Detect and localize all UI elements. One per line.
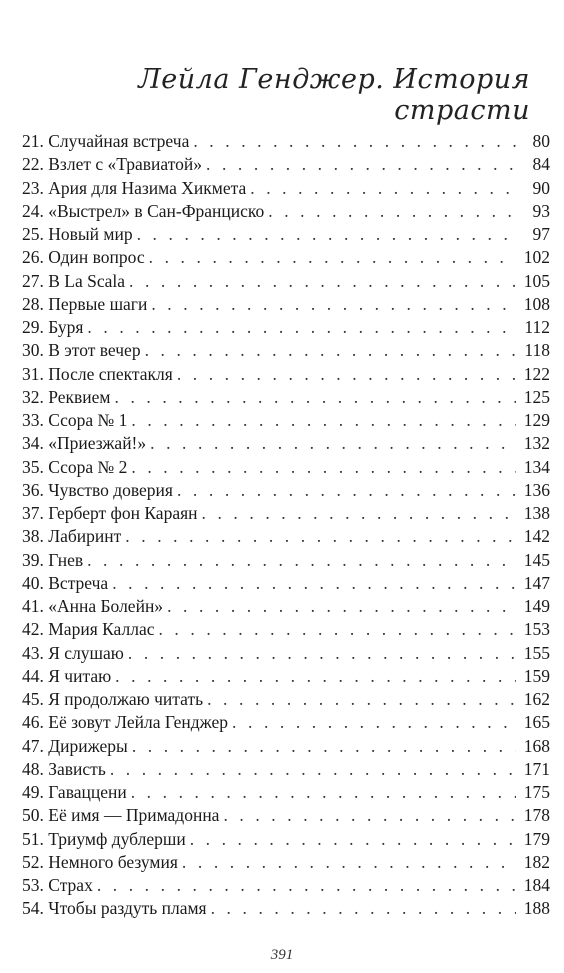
toc-entry-page: 184 [523, 875, 550, 895]
toc-entry-page: 145 [523, 549, 550, 570]
toc-entry-page: 102 [523, 247, 550, 268]
dot-leader [158, 618, 516, 641]
toc-entry-page: 125 [523, 386, 550, 407]
dot-leader [129, 270, 516, 293]
toc-entry-title: 50. Её имя — Примадонна [22, 805, 220, 826]
toc-entry [22, 595, 550, 618]
toc-entry-page: 142 [523, 526, 550, 547]
toc-entry-page: 132 [523, 433, 550, 454]
toc-entry-page: 93 [532, 200, 550, 221]
toc-entry-title: 43. Я слушаю [22, 642, 124, 663]
toc-entry-page: 182 [523, 851, 550, 872]
toc-entry-title: 53. Страх [22, 875, 93, 895]
dot-leader [207, 688, 516, 711]
toc-entry [22, 804, 550, 827]
toc-entry-title: 47. Дирижеры [22, 735, 128, 756]
toc-entry [22, 270, 550, 293]
toc-entry-title: 33. Ссора № 1 [22, 410, 128, 430]
toc-entry-title: 24. «Выстрел» в Сан-Франциско [22, 200, 265, 221]
toc-entry-title: 28. Первые шаги [22, 293, 148, 314]
dot-leader [211, 897, 516, 920]
toc-entry-title: 23. Ария для Назима Хикмета [22, 177, 247, 198]
toc-entry-page: 80 [532, 131, 550, 151]
dot-leader [112, 572, 516, 595]
toc-entry-page: 175 [523, 782, 550, 802]
dot-leader [202, 502, 516, 525]
toc-entry-title: 22. Взлет с «Травиатой» [22, 154, 203, 175]
dot-leader [87, 316, 516, 339]
toc-entry-title: 30. В этот вечер [22, 340, 141, 361]
toc-entry [22, 618, 550, 641]
dot-leader [190, 828, 516, 851]
toc-entry-title: 25. Новый мир [22, 224, 133, 244]
toc-entry [22, 246, 550, 269]
toc-entry-page: 90 [532, 177, 550, 198]
dot-leader [131, 409, 516, 432]
toc-entry [22, 386, 550, 409]
toc-entry-title: 37. Герберт фон Караян [22, 503, 198, 523]
toc-entry [22, 293, 550, 316]
toc-entry [22, 897, 550, 920]
toc-entry-page: 179 [523, 828, 550, 849]
toc-entry-title: 51. Триумф дублерши [22, 828, 186, 849]
toc-entry-title: 42. Мария Каллас [22, 619, 155, 640]
dot-leader [97, 874, 516, 897]
dot-leader [167, 595, 516, 618]
toc-entry [22, 758, 550, 781]
toc-entry [22, 200, 550, 223]
toc-entry-title: 40. Встреча [22, 572, 109, 593]
toc-entry-page: 122 [523, 363, 550, 384]
dot-leader [268, 200, 516, 223]
toc-entry [22, 432, 550, 455]
dot-leader [149, 246, 516, 269]
toc-entry [22, 479, 550, 502]
toc-entry [22, 177, 550, 200]
toc-entry-page: 153 [523, 619, 550, 640]
toc-entry-page: 159 [523, 665, 550, 686]
toc-entry [22, 572, 550, 595]
toc-entry-title: 35. Ссора № 2 [22, 456, 128, 477]
toc-entry-page: 118 [524, 340, 550, 361]
toc-entry-title: 34. «Приезжай!» [22, 433, 147, 454]
toc-entry-title: 45. Я продолжаю читать [22, 689, 204, 709]
toc-entry-page: 149 [523, 596, 550, 616]
toc-entry-title: 38. Лабиринт [22, 526, 122, 547]
toc-entry-page: 112 [524, 317, 550, 337]
toc-entry-title: 52. Немного безумия [22, 851, 178, 872]
toc-entry-page: 188 [523, 898, 550, 919]
dot-leader [145, 339, 516, 362]
toc-entry [22, 525, 550, 548]
toc-entry [22, 874, 550, 897]
dot-leader [182, 851, 516, 874]
toc-entry-page: 105 [523, 270, 550, 291]
toc-entry-title: 29. Буря [22, 317, 84, 337]
toc-entry [22, 851, 550, 874]
dot-leader [87, 549, 516, 572]
toc-entry-title: 21. Случайная встреча [22, 131, 190, 151]
toc-entry-title: 36. Чувство доверия [22, 479, 173, 500]
toc-entry-title: 46. Её зовут Лейла Генджер [22, 712, 229, 733]
toc-entry-page: 134 [523, 456, 550, 477]
toc-entry-title: 31. После спектакля [22, 363, 173, 384]
toc-entry-title: 48. Зависть [22, 758, 106, 779]
toc-entry-page: 178 [523, 805, 550, 826]
toc-entry-page: 147 [523, 572, 550, 593]
toc-entry [22, 363, 550, 386]
dot-leader [110, 758, 516, 781]
page-number: 391 [270, 947, 294, 963]
table-of-contents [22, 130, 550, 921]
dot-leader [177, 479, 516, 502]
toc-entry [22, 711, 550, 734]
dot-leader [128, 642, 516, 665]
dot-leader [132, 735, 516, 758]
toc-entry-page: 84 [532, 154, 550, 175]
dot-leader [125, 525, 516, 548]
toc-entry [22, 735, 550, 758]
toc-entry [22, 409, 550, 432]
toc-entry [22, 316, 550, 339]
dot-leader [131, 456, 516, 479]
toc-entry-page: 108 [523, 293, 550, 314]
toc-entry-title: 49. Гаваццени [22, 782, 127, 802]
toc-entry-title: 27. В La Scala [22, 270, 126, 291]
toc-entry [22, 130, 550, 153]
dot-leader [250, 177, 516, 200]
toc-entry-page: 97 [532, 224, 550, 244]
toc-entry [22, 665, 550, 688]
toc-entry [22, 502, 550, 525]
dot-leader [115, 386, 517, 409]
running-head: Лейла Генджер. История страсти [138, 64, 530, 126]
toc-entry-page: 155 [523, 642, 550, 663]
dot-leader [131, 781, 516, 804]
toc-entry-title: 26. Один вопрос [22, 247, 145, 268]
toc-entry [22, 339, 550, 362]
dot-leader [206, 153, 516, 176]
toc-entry [22, 781, 550, 804]
dot-leader [150, 432, 516, 455]
toc-entry [22, 456, 550, 479]
toc-entry-page: 138 [523, 503, 550, 523]
toc-entry-title: 32. Реквием [22, 386, 111, 407]
toc-entry-title: 39. Гнев [22, 549, 84, 570]
toc-entry-page: 136 [523, 479, 550, 500]
dot-leader [193, 130, 516, 153]
dot-leader [177, 363, 516, 386]
toc-entry [22, 153, 550, 176]
toc-entry-page: 171 [523, 758, 550, 779]
dot-leader [232, 711, 516, 734]
toc-entry [22, 688, 550, 711]
dot-leader [151, 293, 516, 316]
toc-entry [22, 549, 550, 572]
toc-entry-title: 41. «Анна Болейн» [22, 596, 164, 616]
toc-entry [22, 828, 550, 851]
toc-entry-page: 168 [523, 735, 550, 756]
dot-leader [115, 665, 516, 688]
dot-leader [137, 223, 516, 246]
toc-entry-page: 165 [523, 712, 550, 733]
toc-entry-page: 162 [523, 689, 550, 709]
toc-entry-title: 54. Чтобы раздуть пламя [22, 898, 207, 919]
dot-leader [223, 804, 516, 827]
toc-entry-page: 129 [523, 410, 550, 430]
toc-entry [22, 223, 550, 246]
toc-entry-title: 44. Я читаю [22, 665, 112, 686]
toc-entry [22, 642, 550, 665]
